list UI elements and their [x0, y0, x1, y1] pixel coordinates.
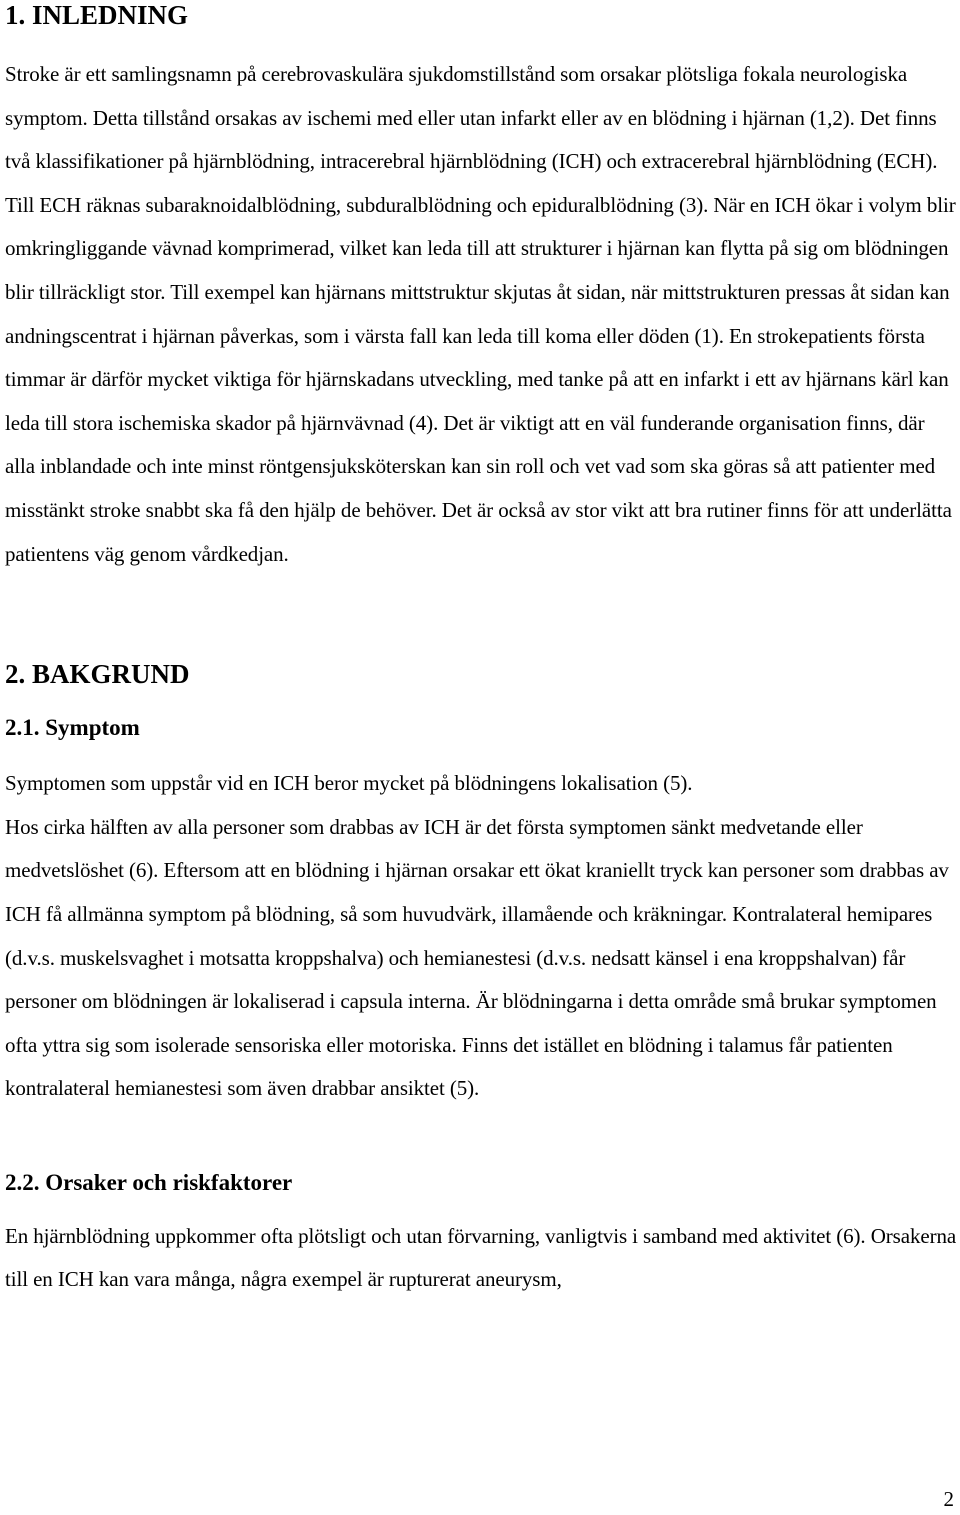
section-heading-bakgrund: 2. BAKGRUND	[5, 659, 190, 690]
symptom-paragraph-2: Hos cirka hälften av alla personer som drabbas av ICH är det första symptomen sänkt medvetande eller medvetslöshet (6). Eftersom att en blödning i hjärnan orsakar ett ökat kraniellt tryck kan personer som drabbas av ICH få allmänna symptom på blödning, så som huvudvärk, illamående och kräkningar. Kontralateral hemipares (d.v.s. muskelsvaghet i motsatta kroppshalva) och hemianestesi (d.v.s. nedsatt känsel i ena kroppshalvan) får personer om blödningen är lokaliserad i capsula interna. Är blödningarna i detta område små brukar symptomen ofta yttra sig som isolerade sensoriska eller motoriska. Finns det istället en blödning i talamus får patienten kontralateral hemianestesi som även drabbar ansiktet (5).	[5, 814, 949, 1101]
document-page	[5, 0, 957, 1302]
orsaker-paragraph: En hjärnblödning uppkommer ofta plötsligt och utan förvarning, vanligtvis i samband med aktivitet (6). Orsakerna till en ICH kan vara många, några exempel är rupturerat aneurysm,	[5, 1223, 957, 1292]
symptom-paragraph-1: Symptomen som uppstår vid en ICH beror mycket på blödningens lokalisation (5).	[5, 771, 693, 796]
section-heading-inledning: 1. INLEDNING	[5, 0, 189, 30]
page-number: 2	[943, 1487, 954, 1511]
subheading-symptom: 2.1. Symptom	[5, 715, 140, 741]
subheading-orsaker-riskfaktorer: 2.2. Orsaker och riskfaktorer	[5, 1169, 293, 1195]
intro-paragraph: Stroke är ett samlingsnamn på cerebrovaskulära sjukdomstillstånd som orsakar plötsliga fokala neurologiska symptom. Detta tillstånd orsakas av ischemi med eller utan infarkt eller av en blödning i hjärnan (1,2). Det finns två klassifikationer på hjärnblödning, intracerebral hjärnblödning (ICH) och extracerebral hjärnblödning (ECH). Till ECH räknas subaraknoidalblödning, subduralblödning och epiduralblödning (3). När en ICH ökar i volym blir omkringliggande vävnad komprimerad, vilket kan leda till att strukturer i hjärnan kan flytta på sig om blödningen blir tillräckligt stor. Till exempel kan hjärnans mittstruktur skjutas åt sidan, när mittstrukturen pressas åt sidan kan andningscentrat i hjärnan påverkas, som i värsta fall kan leda till koma eller döden (1). En strokepatients första timmar är därför mycket viktiga för hjärnskadans utveckling, med tanke på att en infarkt i ett av hjärnans kärl kan leda till stora ischemiska skador på hjärnvävnad (4). Det är viktigt att en väl funderande organisation finns, där alla inblandade och inte minst röntgensjuksköterskan kan sin roll och vet vad som ska göras så att patienter med misstänkt stroke snabbt ska få den hjälp de behöver. Det är också av stor vikt att bra rutiner finns för att underlätta patientens väg genom vårdkedjan.	[5, 62, 956, 566]
